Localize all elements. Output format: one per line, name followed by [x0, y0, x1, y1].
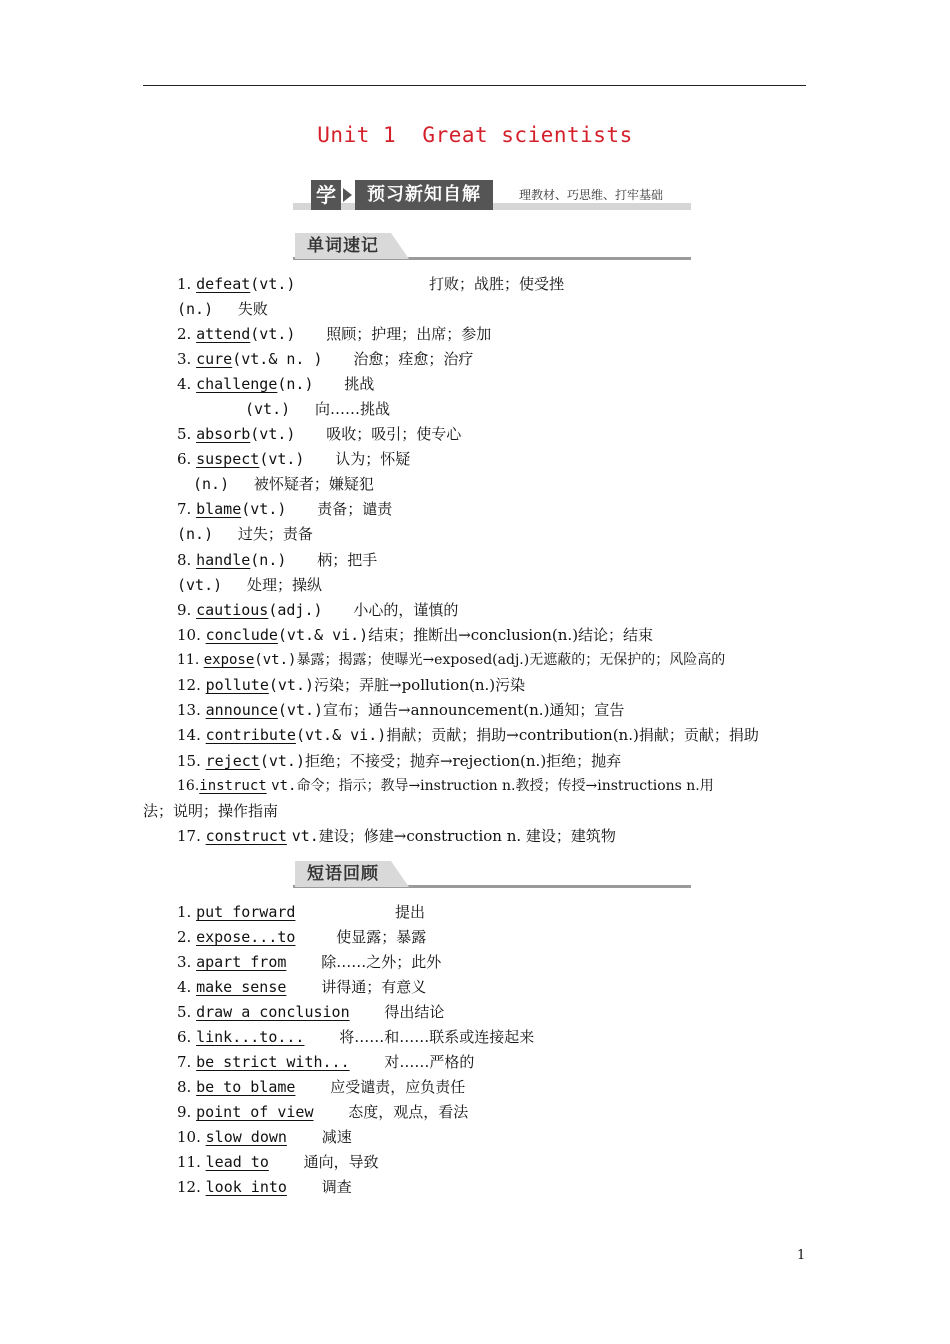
vocab-item	[177, 424, 461, 444]
phrase-text: draw a conclusion	[196, 1003, 350, 1021]
vocab-pos: (vt.& vi.)	[277, 626, 369, 644]
phrase-item	[177, 1127, 352, 1147]
vocab-item	[177, 625, 653, 645]
vocab-item	[177, 449, 410, 469]
vocab-meaning: 暴露；揭露；使曝光→exposed(adj.)无遮蔽的；无保护的；风险高的	[296, 652, 726, 668]
phrase-text: put forward	[196, 903, 296, 921]
vocab-item	[177, 374, 374, 394]
phrase-item	[177, 952, 441, 972]
phrase-item	[177, 1052, 474, 1072]
item-num: 9.	[177, 601, 192, 619]
item-num: 10.	[177, 1128, 201, 1146]
vocab-word: announce	[205, 701, 278, 719]
vocab-item	[177, 349, 473, 369]
vocab-item	[177, 575, 322, 595]
vocab-section-title: 单词速记	[295, 233, 391, 259]
vocab-word: cure	[196, 350, 233, 368]
vocab-item	[177, 650, 725, 670]
phrase-item	[177, 1077, 465, 1097]
phrase-text: expose...to	[196, 928, 296, 946]
item-num: 17.	[177, 827, 201, 845]
vocab-meaning: 挑战	[344, 375, 375, 393]
item-num: 5.	[177, 1003, 192, 1021]
vocab-pos: (vt.)	[259, 450, 305, 468]
phrase-item	[177, 1027, 534, 1047]
vocab-word: blame	[196, 500, 242, 518]
phrase-text: point of view	[196, 1103, 314, 1121]
page-title: Unit 1 Great scientists	[317, 123, 633, 147]
vocab-pos: (n.)	[193, 475, 230, 493]
item-num: 7.	[177, 1053, 192, 1071]
vocab-pos: vt.	[291, 827, 319, 845]
phrase-meaning: 对……严格的	[384, 1053, 475, 1071]
vocab-meaning: 拒绝；不接受；抛弃→rejection(n.)拒绝；抛弃	[304, 752, 622, 770]
vocab-pos: (vt.)	[250, 325, 296, 343]
phrase-meaning: 态度，观点，看法	[348, 1103, 469, 1121]
item-num: 11.	[177, 1153, 201, 1171]
phrase-text: make sense	[196, 978, 287, 996]
vocab-meaning: 认为；怀疑	[335, 450, 411, 468]
phrase-item	[177, 1177, 352, 1197]
banner-arrow-icon	[343, 188, 352, 202]
phrase-meaning: 将……和……联系或连接起来	[339, 1028, 535, 1046]
phrase-text: be to blame	[196, 1078, 296, 1096]
section-banner	[293, 180, 693, 212]
tag-corner	[391, 861, 409, 887]
phrase-text: slow down	[205, 1128, 287, 1146]
item-num: 2.	[177, 325, 192, 343]
vocab-item	[177, 499, 392, 519]
vocab-item	[177, 826, 616, 846]
vocab-word: challenge	[196, 375, 278, 393]
vocab-word: handle	[196, 551, 251, 569]
vocab-item	[177, 751, 621, 771]
vocab-pos: (vt.)	[250, 275, 296, 293]
item-num: 10.	[177, 626, 201, 644]
vocab-pos: (vt.)	[277, 701, 324, 719]
vocab-meaning: 命令；指示；教导→instruction n.教授；传授→instructions n.用	[296, 778, 714, 794]
vocab-pos: (vt.)	[268, 676, 315, 694]
vocab-pos: (vt.)	[254, 652, 297, 668]
vocab-meaning: 小心的，谨慎的	[353, 601, 459, 619]
vocab-item	[177, 700, 624, 720]
vocab-item	[177, 725, 759, 745]
vocab-word: reject	[205, 752, 260, 770]
phrase-meaning: 调查	[321, 1178, 352, 1196]
vocab-item	[177, 524, 313, 544]
phrase-text: apart from	[196, 953, 287, 971]
vocab-word: pollute	[205, 676, 269, 694]
vocab-meaning: 处理；操纵	[246, 576, 322, 594]
phrase-meaning: 通向，导致	[303, 1153, 379, 1171]
vocab-meaning: 捐献；贡献；捐助→contribution(n.)捐献；贡献；捐助	[386, 726, 759, 744]
vocab-meaning: 打败；战胜；使受挫	[429, 275, 565, 293]
banner-subtitle: 理教材、巧思维、打牢基础	[519, 188, 664, 202]
phrase-item	[177, 927, 426, 947]
phrase-item	[177, 977, 426, 997]
vocab-word: conclude	[205, 626, 278, 644]
vocab-meaning: 被怀疑者；嫌疑犯	[253, 475, 374, 493]
vocab-meaning: 照顾；护理；出席；参加	[326, 325, 492, 343]
phrases-section-title: 短语回顾	[295, 861, 391, 887]
vocab-item	[177, 776, 714, 796]
vocab-pos: (vt.)	[177, 576, 223, 594]
item-num: 14.	[177, 726, 201, 744]
vocab-word: attend	[196, 325, 251, 343]
vocab-meaning: 柄；把手	[317, 551, 378, 569]
item-num: 5.	[177, 425, 192, 443]
item-num: 13.	[177, 701, 201, 719]
vocab-section-tag	[293, 233, 693, 263]
vocab-meaning: 失败	[237, 300, 268, 318]
vocab-item	[177, 299, 268, 319]
vocab-pos: (vt.)	[259, 752, 305, 770]
vocab-meaning: 建设；修建→construction n. 建设；建筑物	[318, 827, 616, 845]
vocab-meaning: 污染；弄脏→pollution(n.)污染	[314, 676, 526, 694]
item-num: 6.	[177, 1028, 192, 1046]
item-num: 3.	[177, 953, 192, 971]
vocab-pos: (n.)	[177, 525, 214, 543]
vocab-meaning: 吸收；吸引；使专心	[326, 425, 462, 443]
item-num: 12.	[177, 676, 201, 694]
phrase-text: link...to...	[196, 1028, 305, 1046]
vocab-word: suspect	[196, 450, 260, 468]
phrase-item	[177, 902, 426, 922]
phrase-meaning: 使显露；暴露	[336, 928, 427, 946]
vocab-item	[177, 274, 565, 294]
phrase-item	[177, 1102, 468, 1122]
phrases-section-tag	[293, 861, 693, 891]
vocab-word: defeat	[196, 275, 251, 293]
item-num: 16.	[177, 778, 200, 794]
item-num: 8.	[177, 551, 192, 569]
vocab-pos: vt.	[271, 778, 297, 794]
item-num: 11.	[177, 652, 200, 668]
item-num: 8.	[177, 1078, 192, 1096]
phrase-item	[177, 1002, 444, 1022]
vocab-item	[177, 550, 377, 570]
phrase-text: be strict with...	[196, 1053, 350, 1071]
phrase-meaning: 得出结论	[384, 1003, 445, 1021]
phrase-meaning: 讲得通；有意义	[321, 978, 427, 996]
phrase-meaning: 除……之外；此外	[321, 953, 442, 971]
vocab-item	[193, 474, 374, 494]
vocab-pos: (vt.& vi.)	[295, 726, 387, 744]
item-num: 1.	[177, 903, 192, 921]
vocab-pos: (n.)	[250, 551, 287, 569]
phrase-meaning: 减速	[321, 1128, 352, 1146]
item-num: 9.	[177, 1103, 192, 1121]
vocab-pos: (n.)	[177, 300, 214, 318]
page-number: 1	[797, 1248, 806, 1263]
item-num: 6.	[177, 450, 192, 468]
banner-label: 预习新知自解	[355, 180, 493, 210]
vocab-meaning: 法；说明；操作指南	[143, 802, 279, 820]
vocab-item	[177, 600, 458, 620]
vocab-pos: (adj.)	[268, 601, 323, 619]
vocab-word: contribute	[205, 726, 296, 744]
item-num: 7.	[177, 500, 192, 518]
vocab-meaning: 宣布；通告→announcement(n.)通知；宣告	[323, 701, 625, 719]
vocab-pos: (vt.)	[241, 500, 287, 518]
vocab-word: absorb	[196, 425, 251, 443]
phrase-item	[177, 1152, 379, 1172]
phrase-text: lead to	[205, 1153, 269, 1171]
phrase-meaning: 应受谴责，应负责任	[330, 1078, 466, 1096]
item-num: 12.	[177, 1178, 201, 1196]
vocab-pos: (vt.& n. )	[232, 350, 323, 368]
vocab-item-continued	[143, 801, 278, 821]
vocab-item	[245, 399, 390, 419]
item-num: 15.	[177, 752, 201, 770]
vocab-pos: (n.)	[277, 375, 314, 393]
item-num: 1.	[177, 275, 192, 293]
phrase-meaning: 提出	[395, 903, 426, 921]
vocab-meaning: 责备；谴责	[317, 500, 393, 518]
vocab-meaning: 过失；责备	[237, 525, 313, 543]
vocab-word: construct	[205, 827, 287, 845]
vocab-word: cautious	[196, 601, 269, 619]
vocab-meaning: 向……挑战	[314, 400, 390, 418]
vocab-word: instruct	[199, 778, 267, 794]
vocab-pos: (vt.)	[250, 425, 296, 443]
header-rule	[143, 85, 806, 86]
vocab-word: expose	[203, 652, 255, 668]
tag-corner	[391, 233, 409, 259]
item-num: 2.	[177, 928, 192, 946]
banner-badge: 学	[311, 180, 341, 210]
vocab-item	[177, 324, 491, 344]
vocab-meaning: 治愈；痊愈；治疗	[353, 350, 474, 368]
item-num: 4.	[177, 375, 192, 393]
vocab-meaning: 结束；推断出→conclusion(n.)结论；结束	[368, 626, 654, 644]
item-num: 3.	[177, 350, 192, 368]
item-num: 4.	[177, 978, 192, 996]
vocab-pos: (vt.)	[245, 400, 291, 418]
phrase-text: look into	[205, 1178, 287, 1196]
vocab-item	[177, 675, 525, 695]
